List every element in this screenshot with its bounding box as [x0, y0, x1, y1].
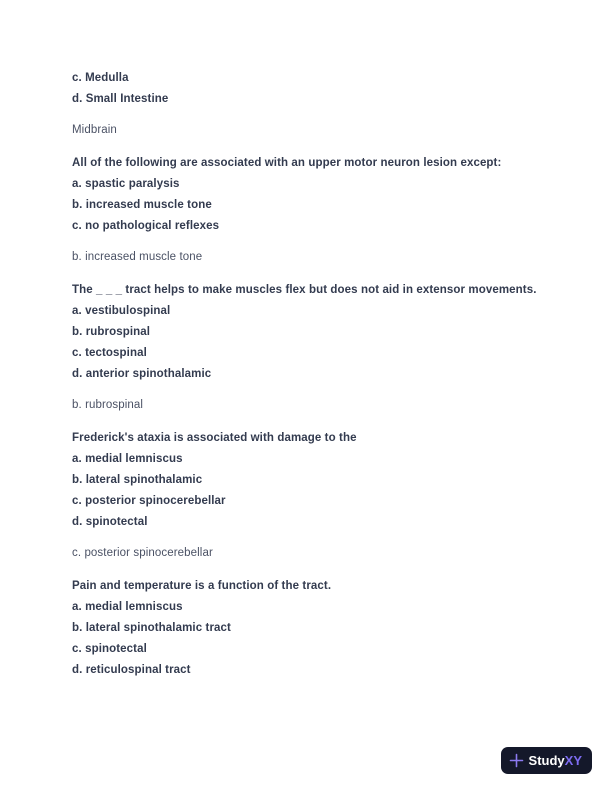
- answer-text: c. posterior spinocerebellar: [72, 547, 213, 559]
- option-text: a. vestibulospinal: [72, 305, 171, 317]
- question-text: Frederick's ataxia is associated with damage to the: [72, 432, 357, 444]
- logo-text-accent: XY: [564, 753, 582, 768]
- qa-card: [72, 68, 540, 141]
- qa-card: [72, 280, 540, 416]
- option-text: b. increased muscle tone: [72, 199, 212, 211]
- qa-card: [72, 153, 540, 268]
- question-text: All of the following are associated with an upper motor neuron lesion except:: [72, 157, 502, 169]
- answer-text: b. rubrospinal: [72, 399, 144, 411]
- logo-wordmark: [529, 754, 582, 767]
- option-text: d. spinotectal: [72, 516, 148, 528]
- answer-text: Midbrain: [72, 124, 117, 136]
- question-text: The _ _ _ tract helps to make muscles flex but does not aid in extensor movements.: [72, 284, 537, 296]
- option-text: a. spastic paralysis: [72, 178, 180, 190]
- option-text: a. medial lemniscus: [72, 453, 183, 465]
- option-text: c. Medulla: [72, 72, 129, 84]
- option-text: d. Small Intestine: [72, 93, 169, 105]
- studyxy-logo-badge: [501, 747, 592, 774]
- option-text: b. lateral spinothalamic tract: [72, 622, 231, 634]
- option-text: c. spinotectal: [72, 643, 147, 655]
- option-text: d. anterior spinothalamic: [72, 368, 212, 380]
- logo-text-primary: Study: [528, 753, 565, 768]
- option-text: d. reticulospinal tract: [72, 664, 191, 676]
- qa-card: [72, 576, 540, 681]
- option-text: b. lateral spinothalamic: [72, 474, 203, 486]
- option-text: a. medial lemniscus: [72, 601, 183, 613]
- question-text: Pain and temperature is a function of the tract.: [72, 580, 332, 592]
- option-text: c. tectospinal: [72, 347, 147, 359]
- qa-card: [72, 428, 540, 564]
- option-text: b. rubrospinal: [72, 326, 151, 338]
- option-text: c. no pathological reflexes: [72, 220, 220, 232]
- qa-list: [72, 68, 540, 693]
- answer-text: b. increased muscle tone: [72, 251, 203, 263]
- plus-icon: [509, 753, 524, 768]
- option-text: c. posterior spinocerebellar: [72, 495, 226, 507]
